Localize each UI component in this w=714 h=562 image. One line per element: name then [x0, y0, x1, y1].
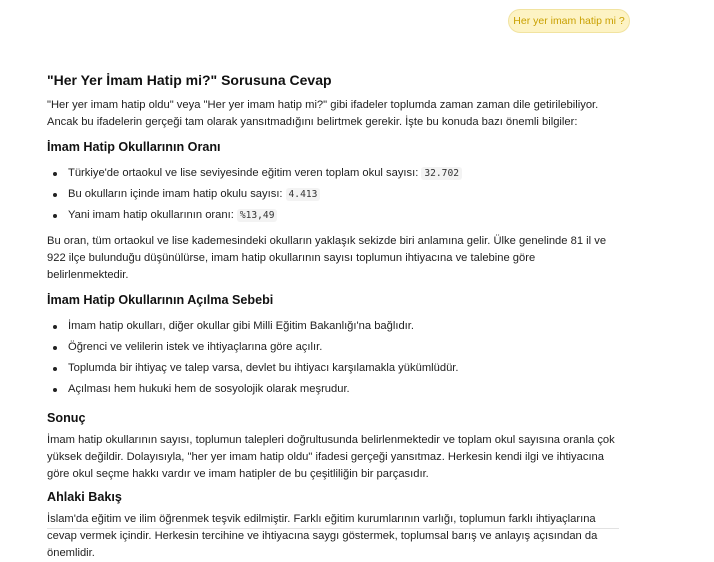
list-item-text: Bu okulların içinde imam hatip okulu sayısı:	[68, 188, 283, 200]
list-item	[47, 205, 617, 226]
list-item	[47, 163, 617, 184]
list-item: Öğrenci ve velilerin istek ve ihtiyaçlarına göre açılır.	[47, 337, 617, 358]
list-item: İmam hatip okulları, diğer okullar gibi Milli Eğitim Bakanlığı'na bağlıdır.	[47, 316, 617, 337]
section-heading-conclusion: Sonuç	[47, 411, 86, 425]
ratio-paragraph: Bu oran, tüm ortaokul ve lise kademesindeki okulların yaklaşık sekizde biri anlamına gelir. Ülke genelinde 81 il ve 922 ilçe bulunduğu düşünülürse, imam hatip okullarının sayısı toplumun ihtiyacına ve talebine göre belirlenmektedir.	[47, 235, 607, 281]
list-item: Açılması hem hukuki hem de sosyolojik olarak meşrudur.	[47, 379, 617, 400]
section-heading-ratio: İmam Hatip Okullarının Oranı	[47, 140, 221, 154]
user-message-bubble: Her yer imam hatip mi ?	[508, 9, 630, 33]
divider	[47, 528, 619, 529]
ethics-paragraph: İslam'da eğitim ve ilim öğrenmek teşvik edilmiştir. Farklı eğitim kurumlarının varlığı, toplumun farklı ihtiyaçlarına cevap vermek içindir. Herkesin tercihine ve ihtiyacına saygı göstermek, toplumsal barış ve anlayış açısından da önemlidir.	[47, 513, 598, 559]
list-item: Toplumda bir ihtiyaç ve talep varsa, devlet bu ihtiyacı karşılamakla yükümlüdür.	[47, 358, 617, 379]
answer-title: "Her Yer İmam Hatip mi?" Sorusuna Cevap	[47, 72, 332, 88]
conclusion-paragraph: İmam hatip okullarının sayısı, toplumun talepleri doğrultusunda belirlenmektedir ve toplam okul sayısına oranla çok yüksek değildir. Dolayısıyla, "her yer imam hatip oldu" ifadesi gerçeği yansıtmaz. Herkesin kendi ilgi ve ihtiyacına göre okul seçme hakkı vardır ve imam hatipler de bu çeşitliliğin bir parçasıdır.	[47, 434, 615, 480]
list-item-text: Yani imam hatip okullarının oranı:	[68, 209, 234, 221]
section-heading-ethics: Ahlaki Bakış	[47, 490, 122, 504]
inline-code: 32.702	[421, 167, 462, 180]
list-item	[47, 184, 617, 205]
section-heading-reason: İmam Hatip Okullarının Açılma Sebebi	[47, 293, 274, 307]
assistant-answer	[47, 70, 617, 562]
inline-code: 4.413	[286, 188, 321, 201]
intro-paragraph: "Her yer imam hatip oldu" veya "Her yer imam hatip mi?" gibi ifadeler toplumda zaman zaman dile getirilebiliyor. Ancak bu ifadelerin gerçeği tam olarak yansıtmadığını belirtmek gerekir. İşte bu konuda bazı önemli bilgiler:	[47, 99, 599, 128]
list-item-text: Türkiye'de ortaokul ve lise seviyesinde eğitim veren toplam okul sayısı:	[68, 167, 419, 179]
inline-code: %13,49	[237, 209, 278, 222]
ratio-list	[47, 163, 617, 226]
reason-list	[47, 316, 617, 400]
